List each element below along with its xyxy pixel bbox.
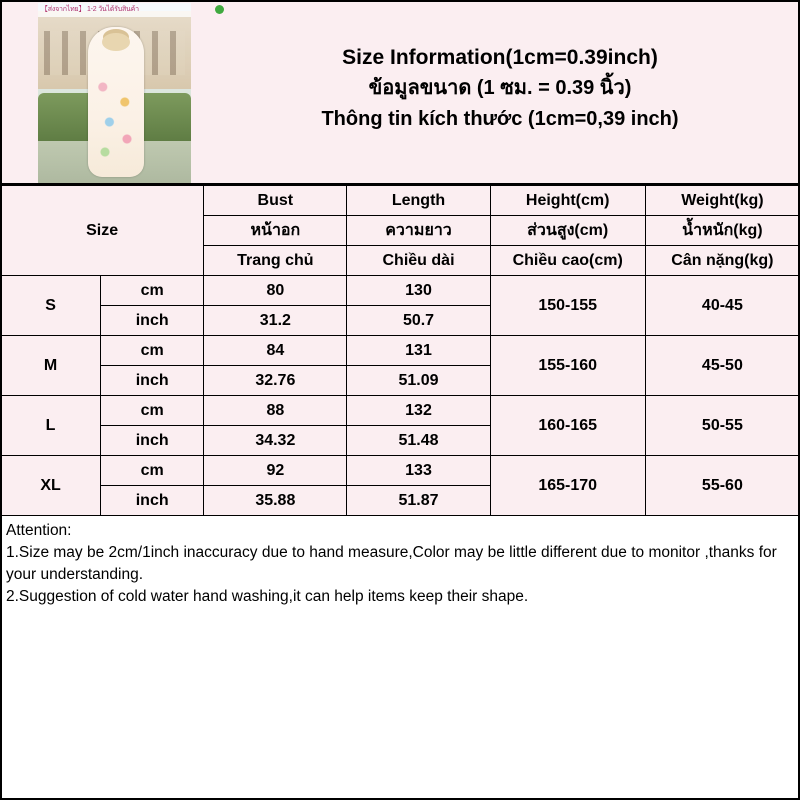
attention-block bbox=[0, 516, 800, 608]
col-header-height-en: Height(cm) bbox=[490, 186, 645, 216]
bust-cm-m: 84 bbox=[204, 336, 347, 366]
col-header-height-th: ส่วนสูง(cm) bbox=[490, 216, 645, 246]
bust-inch-l: 34.32 bbox=[204, 426, 347, 456]
row-size-s: S bbox=[1, 276, 101, 336]
attention-heading: Attention: bbox=[6, 522, 72, 539]
bust-cm-l: 88 bbox=[204, 396, 347, 426]
attention-line-1: 1.Size may be 2cm/1inch inaccuracy due to hand measure,Color may be little different due to monitor ,thanks for your understanding. bbox=[6, 544, 777, 583]
unit-inch-xl: inch bbox=[101, 486, 204, 516]
bust-inch-m: 32.76 bbox=[204, 366, 347, 396]
length-inch-xl: 51.87 bbox=[347, 486, 490, 516]
height-s: 150-155 bbox=[490, 276, 645, 336]
row-size-l: L bbox=[1, 396, 101, 456]
photo-model-dress bbox=[88, 27, 144, 177]
table-row bbox=[1, 336, 800, 366]
col-header-bust-th: หน้าอก bbox=[204, 216, 347, 246]
length-cm-l: 132 bbox=[347, 396, 490, 426]
table-header-row-en bbox=[1, 186, 800, 216]
photo-badge-label: 【ส่งจากไทย】 1-2 วันได้รับสินค้า bbox=[38, 3, 191, 17]
length-inch-m: 51.09 bbox=[347, 366, 490, 396]
weight-m: 45-50 bbox=[645, 336, 799, 396]
bust-cm-xl: 92 bbox=[204, 456, 347, 486]
size-table bbox=[0, 185, 800, 516]
length-cm-s: 130 bbox=[347, 276, 490, 306]
unit-inch-s: inch bbox=[101, 306, 204, 336]
unit-inch-m: inch bbox=[101, 366, 204, 396]
product-photo bbox=[38, 3, 191, 183]
size-header-cell: Size bbox=[1, 186, 204, 276]
col-header-length-th: ความยาว bbox=[347, 216, 490, 246]
unit-inch-l: inch bbox=[101, 426, 204, 456]
title-line-thai: ข้อมูลขนาด (1 ซม. = 0.39 นิ้ว) bbox=[368, 77, 632, 99]
attention-line-2: 2.Suggestion of cold water hand washing,it can help items keep their shape. bbox=[6, 588, 529, 605]
col-header-weight-en: Weight(kg) bbox=[645, 186, 799, 216]
length-inch-l: 51.48 bbox=[347, 426, 490, 456]
col-header-length-vi: Chiều dài bbox=[347, 246, 490, 276]
table-row bbox=[1, 276, 800, 306]
title-line-vietnamese: Thông tin kích thước (1cm=0,39 inch) bbox=[321, 108, 679, 130]
unit-cm-m: cm bbox=[101, 336, 204, 366]
weight-xl: 55-60 bbox=[645, 456, 799, 516]
footer-spacer bbox=[0, 764, 800, 800]
col-header-weight-th: น้ำหนัก(kg) bbox=[645, 216, 799, 246]
unit-cm-xl: cm bbox=[101, 456, 204, 486]
green-status-dot-icon bbox=[215, 5, 224, 14]
weight-l: 50-55 bbox=[645, 396, 799, 456]
height-l: 160-165 bbox=[490, 396, 645, 456]
col-header-length-en: Length bbox=[347, 186, 490, 216]
row-size-xl: XL bbox=[1, 456, 101, 516]
unit-cm-s: cm bbox=[101, 276, 204, 306]
bust-inch-s: 31.2 bbox=[204, 306, 347, 336]
table-row bbox=[1, 396, 800, 426]
weight-s: 40-45 bbox=[645, 276, 799, 336]
col-header-bust-en: Bust bbox=[204, 186, 347, 216]
header bbox=[0, 0, 800, 185]
col-header-weight-vi: Cân nặng(kg) bbox=[645, 246, 799, 276]
title-line-english: Size Information(1cm=0.39inch) bbox=[342, 46, 658, 69]
length-cm-xl: 133 bbox=[347, 456, 490, 486]
bust-cm-s: 80 bbox=[204, 276, 347, 306]
unit-cm-l: cm bbox=[101, 396, 204, 426]
height-m: 155-160 bbox=[490, 336, 645, 396]
bust-inch-xl: 35.88 bbox=[204, 486, 347, 516]
length-inch-s: 50.7 bbox=[347, 306, 490, 336]
length-cm-m: 131 bbox=[347, 336, 490, 366]
title-block bbox=[200, 42, 800, 135]
col-header-height-vi: Chiều cao(cm) bbox=[490, 246, 645, 276]
table-row bbox=[1, 456, 800, 486]
row-size-m: M bbox=[1, 336, 101, 396]
height-xl: 165-170 bbox=[490, 456, 645, 516]
col-header-bust-vi: Trang chủ bbox=[204, 246, 347, 276]
